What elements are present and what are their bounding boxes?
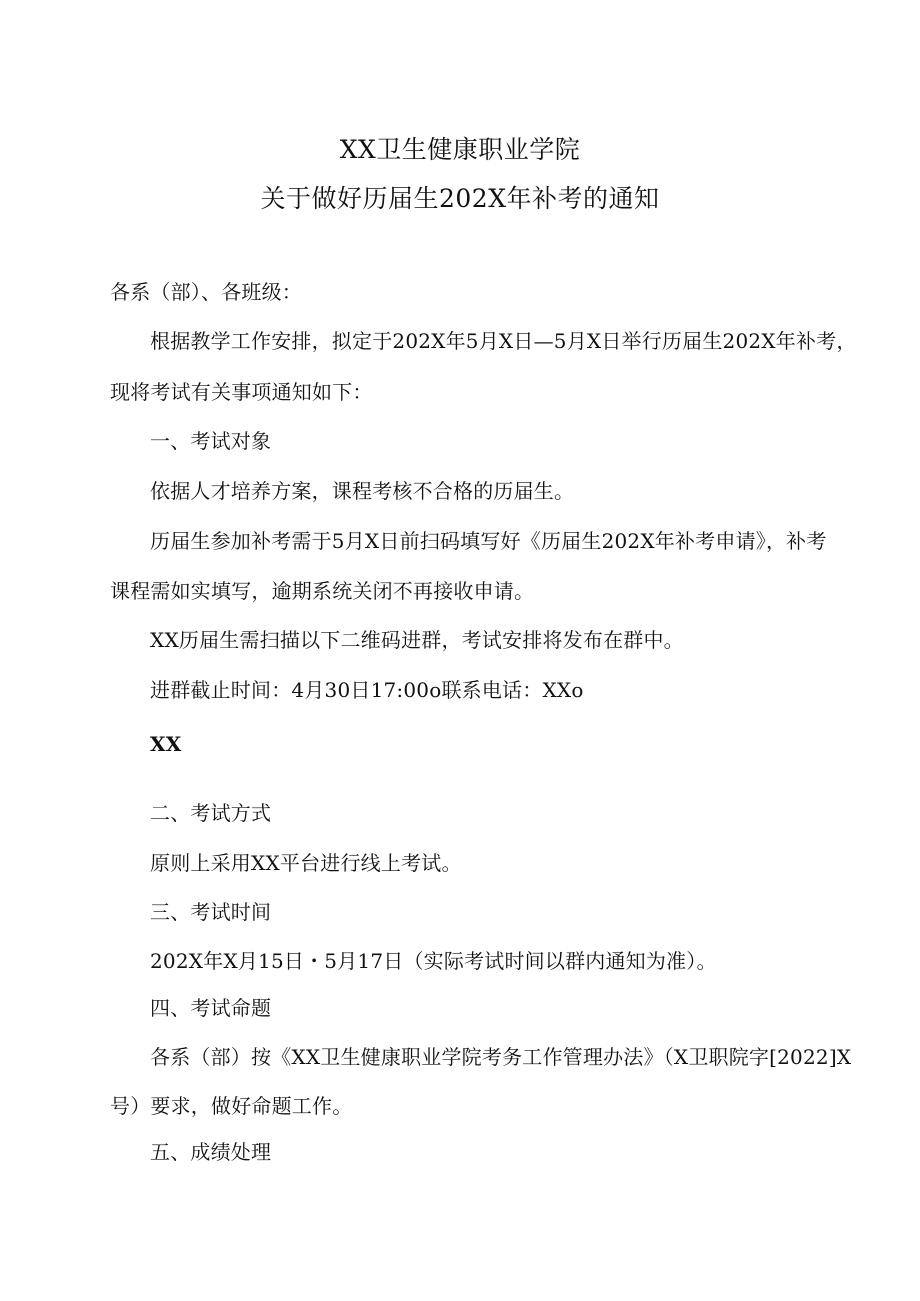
salutation: 各系（部）、各班级： (110, 280, 302, 304)
paragraph-8-line-2: 号）要求，做好命题工作。 (110, 1094, 353, 1118)
document-title-line1: XX卫生健康职业学院 (339, 135, 581, 164)
paragraph-8-line-1: 各系（部）按《XX卫生健康职业学院考务工作管理办法》（X卫职院字[2022]X (150, 1045, 852, 1069)
section-heading-5: 五、成绩处理 (150, 1140, 272, 1164)
paragraph-5: 进群截止时间：4月30日17:00o联系电话：XXo (150, 678, 584, 702)
section-heading-3: 三、考试时间 (150, 900, 272, 924)
paragraph-7: 202X年X月15日・5月17日（实际考试时间以群内通知为准）。 (150, 949, 717, 973)
section-heading-1: 一、考试对象 (150, 429, 272, 453)
paragraph-3-line-2: 课程需如实填写，逾期系统关闭不再接收申请。 (110, 579, 535, 603)
paragraph-6: 原则上采用XX平台进行线上考试。 (150, 851, 462, 875)
section-heading-2: 二、考试方式 (150, 801, 272, 825)
placeholder-xx: XX (150, 732, 182, 756)
paragraph-1-line-1: 根据教学工作安排，拟定于202X年5月X日—5月X日举行历届生202X年补考， (150, 329, 857, 353)
paragraph-1-line-2: 现将考试有关事项通知如下： (110, 380, 373, 404)
paragraph-3-line-1: 历届生参加补考需于5月X日前扫码填写好《历届生202X年补考申请》，补考 (150, 529, 827, 553)
paragraph-2: 依据人才培养方案，课程考核不合格的历届生。 (150, 479, 575, 503)
section-heading-4: 四、考试命题 (150, 996, 272, 1020)
document-title-line2: 关于做好历届生202X年补考的通知 (260, 184, 660, 213)
paragraph-4: XX历届生需扫描以下二维码进群，考试安排将发布在群中。 (150, 628, 684, 652)
